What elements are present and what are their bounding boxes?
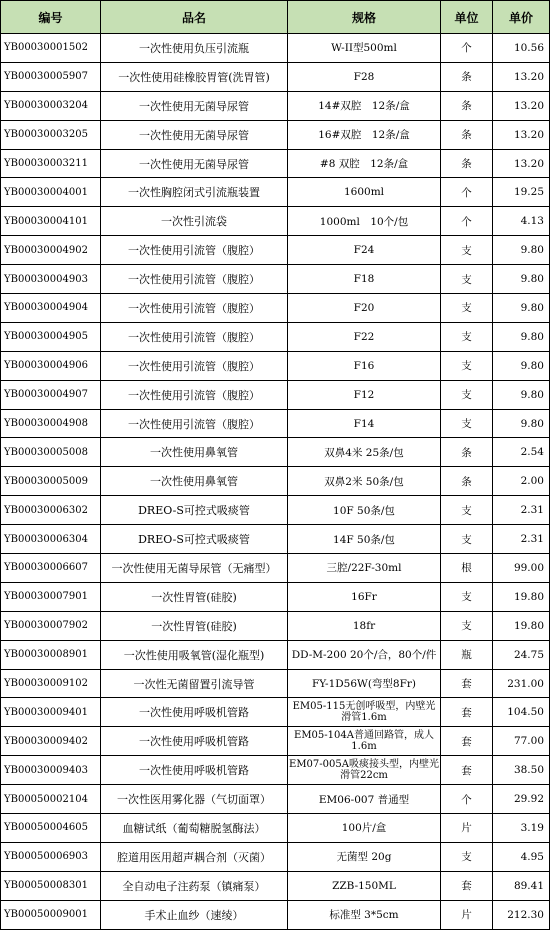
unit-cell: 条 (441, 91, 493, 120)
unit-cell: 支 (441, 525, 493, 554)
unit-cell: 支 (441, 409, 493, 438)
price-cell: 13.20 (493, 149, 550, 178)
name-cell: 一次性医用雾化器（气切面罩） (101, 785, 288, 814)
code-cell: YB00030004101 (1, 207, 101, 236)
unit-cell: 支 (441, 842, 493, 871)
table-row (1, 582, 550, 611)
spec-cell: 三腔/22F-30ml (288, 554, 441, 583)
table-row (1, 62, 550, 91)
table-row (1, 120, 550, 149)
name-cell: 一次性使用无菌导尿管 (101, 149, 288, 178)
name-cell: 手术止血纱（速绫） (101, 900, 288, 929)
header-spec: 规格 (288, 1, 441, 34)
price-cell: 212.30 (493, 900, 550, 929)
name-cell: 一次性使用负压引流瓶 (101, 34, 288, 63)
unit-cell: 个 (441, 34, 493, 63)
price-cell: 89.41 (493, 871, 550, 900)
spec-cell: EM06-007 普通型 (288, 785, 441, 814)
price-cell: 24.75 (493, 640, 550, 669)
name-cell: 一次性使用引流管（腹腔） (101, 351, 288, 380)
unit-cell: 支 (441, 380, 493, 409)
price-cell: 9.80 (493, 265, 550, 294)
header-price: 单价 (493, 1, 550, 34)
code-cell: YB00030009401 (1, 698, 101, 727)
name-cell: 一次性使用引流管（腹腔） (101, 322, 288, 351)
code-cell: YB00030004905 (1, 322, 101, 351)
table-row (1, 785, 550, 814)
header-row (1, 1, 550, 34)
spec-cell: 双鼻4米 25条/包 (288, 438, 441, 467)
code-cell: YB00030009403 (1, 756, 101, 785)
spec-cell: #8 双腔 12条/盒 (288, 149, 441, 178)
price-cell: 9.80 (493, 351, 550, 380)
price-cell: 38.50 (493, 756, 550, 785)
unit-cell: 支 (441, 265, 493, 294)
spec-cell: 1600ml (288, 178, 441, 207)
table-row (1, 554, 550, 583)
code-cell: YB00030004908 (1, 409, 101, 438)
name-cell: 一次性使用引流管（腹腔） (101, 294, 288, 323)
price-cell: 13.20 (493, 91, 550, 120)
name-cell: 一次性使用引流管（腹腔） (101, 236, 288, 265)
name-cell: 一次性引流袋 (101, 207, 288, 236)
code-cell: YB00030003211 (1, 149, 101, 178)
name-cell: 一次性使用呼吸机管路 (101, 756, 288, 785)
table-row (1, 640, 550, 669)
table-row (1, 409, 550, 438)
unit-cell: 条 (441, 438, 493, 467)
price-cell: 9.80 (493, 322, 550, 351)
code-cell: YB00050009001 (1, 900, 101, 929)
spec-cell: FY-1D56W(弯型8Fr) (288, 669, 441, 698)
table-row (1, 34, 550, 63)
name-cell: 一次性使用硅橡胶胃管(洗胃管) (101, 62, 288, 91)
name-cell: 一次性使用吸氧管(湿化瓶型) (101, 640, 288, 669)
header-code: 编号 (1, 1, 101, 34)
code-cell: YB00030004907 (1, 380, 101, 409)
price-cell: 77.00 (493, 727, 550, 756)
spec-cell: 14#双腔 12条/盒 (288, 91, 441, 120)
name-cell: 血糖试纸（葡萄糖脱氢酶法） (101, 814, 288, 843)
table-row (1, 496, 550, 525)
table-body (1, 34, 550, 930)
spec-cell: 16#双腔 12条/盒 (288, 120, 441, 149)
name-cell: 一次性使用引流管（腹腔） (101, 409, 288, 438)
name-cell: 一次性胸腔闭式引流瓶装置 (101, 178, 288, 207)
table-row (1, 149, 550, 178)
unit-cell: 个 (441, 785, 493, 814)
unit-cell: 支 (441, 322, 493, 351)
name-cell: 一次性使用无菌导尿管 (101, 91, 288, 120)
code-cell: YB00030009102 (1, 669, 101, 698)
table-row (1, 900, 550, 929)
unit-cell: 支 (441, 496, 493, 525)
code-cell: YB00030004902 (1, 236, 101, 265)
code-cell: YB00030006607 (1, 554, 101, 583)
code-cell: YB00030003205 (1, 120, 101, 149)
table-row (1, 351, 550, 380)
code-cell: YB00030004001 (1, 178, 101, 207)
name-cell: 一次性使用引流管（腹腔） (101, 380, 288, 409)
spec-cell: F12 (288, 380, 441, 409)
table-row (1, 178, 550, 207)
spec-cell: DD-M-200 20个/合，80个/件 (288, 640, 441, 669)
name-cell: 一次性使用引流管（腹腔） (101, 265, 288, 294)
table-row (1, 669, 550, 698)
name-cell: 一次性使用无菌导尿管（无痛型） (101, 554, 288, 583)
code-cell: YB00030005907 (1, 62, 101, 91)
price-cell: 3.19 (493, 814, 550, 843)
spec-cell: 18fr (288, 611, 441, 640)
price-cell: 19.80 (493, 582, 550, 611)
header-unit: 单位 (441, 1, 493, 34)
table-row (1, 294, 550, 323)
unit-cell: 片 (441, 814, 493, 843)
spec-cell: F16 (288, 351, 441, 380)
spec-cell: 双鼻2米 50条/包 (288, 467, 441, 496)
spec-cell: 16Fr (288, 582, 441, 611)
price-cell: 19.80 (493, 611, 550, 640)
price-cell: 13.20 (493, 62, 550, 91)
table-row (1, 698, 550, 727)
table-row (1, 467, 550, 496)
price-cell: 4.13 (493, 207, 550, 236)
unit-cell: 个 (441, 178, 493, 207)
spec-cell: 1000ml 10个/包 (288, 207, 441, 236)
price-cell: 9.80 (493, 409, 550, 438)
price-cell: 4.95 (493, 842, 550, 871)
unit-cell: 支 (441, 236, 493, 265)
unit-cell: 条 (441, 120, 493, 149)
table-row (1, 322, 550, 351)
unit-cell: 支 (441, 582, 493, 611)
unit-cell: 条 (441, 149, 493, 178)
code-cell: YB00030001502 (1, 34, 101, 63)
unit-cell: 条 (441, 467, 493, 496)
table-row (1, 207, 550, 236)
name-cell: 一次性无菌留置引流导管 (101, 669, 288, 698)
spec-cell: F14 (288, 409, 441, 438)
code-cell: YB00030005008 (1, 438, 101, 467)
price-cell: 2.54 (493, 438, 550, 467)
code-cell: YB00030006304 (1, 525, 101, 554)
spec-cell: 10F 50条/包 (288, 496, 441, 525)
code-cell: YB00050008301 (1, 871, 101, 900)
price-cell: 10.56 (493, 34, 550, 63)
price-cell: 9.80 (493, 236, 550, 265)
table-row (1, 842, 550, 871)
code-cell: YB00030009402 (1, 727, 101, 756)
unit-cell: 套 (441, 756, 493, 785)
table-row (1, 265, 550, 294)
unit-cell: 套 (441, 669, 493, 698)
code-cell: YB00050006903 (1, 842, 101, 871)
table-row (1, 611, 550, 640)
unit-cell: 支 (441, 351, 493, 380)
spec-cell: EM05-104A普通回路管，成人1.6m (288, 727, 441, 756)
table-row (1, 236, 550, 265)
code-cell: YB00030006302 (1, 496, 101, 525)
price-cell: 9.80 (493, 294, 550, 323)
price-cell: 231.00 (493, 669, 550, 698)
table-row (1, 380, 550, 409)
price-cell: 104.50 (493, 698, 550, 727)
unit-cell: 支 (441, 611, 493, 640)
table-row (1, 91, 550, 120)
table-row (1, 756, 550, 785)
code-cell: YB00050002104 (1, 785, 101, 814)
price-cell: 13.20 (493, 120, 550, 149)
table-row (1, 525, 550, 554)
name-cell: 一次性使用鼻氧管 (101, 467, 288, 496)
spec-cell: 标准型 3*5cm (288, 900, 441, 929)
price-cell: 99.00 (493, 554, 550, 583)
price-cell: 2.31 (493, 525, 550, 554)
price-cell: 29.92 (493, 785, 550, 814)
unit-cell: 瓶 (441, 640, 493, 669)
price-cell: 9.80 (493, 380, 550, 409)
code-cell: YB00050004605 (1, 814, 101, 843)
code-cell: YB00030005009 (1, 467, 101, 496)
name-cell: 一次性使用呼吸机管路 (101, 698, 288, 727)
unit-cell: 套 (441, 727, 493, 756)
unit-cell: 套 (441, 698, 493, 727)
price-cell: 19.25 (493, 178, 550, 207)
unit-cell: 套 (441, 871, 493, 900)
table-row (1, 438, 550, 467)
code-cell: YB00030004903 (1, 265, 101, 294)
spec-cell: 100片/盒 (288, 814, 441, 843)
price-cell: 2.31 (493, 496, 550, 525)
name-cell: 一次性胃管(硅胶) (101, 611, 288, 640)
unit-cell: 片 (441, 900, 493, 929)
name-cell: DREO-S可控式吸痰管 (101, 525, 288, 554)
name-cell: 一次性使用无菌导尿管 (101, 120, 288, 149)
code-cell: YB00030007902 (1, 611, 101, 640)
spec-cell: W-II型500ml (288, 34, 441, 63)
code-cell: YB00030007901 (1, 582, 101, 611)
price-cell: 2.00 (493, 467, 550, 496)
spec-cell: EM07-005A吸痰接头型，内壁光滑管22cm (288, 756, 441, 785)
name-cell: 腔道用医用超声耦合剂（灭菌） (101, 842, 288, 871)
spec-cell: F20 (288, 294, 441, 323)
unit-cell: 个 (441, 207, 493, 236)
unit-cell: 根 (441, 554, 493, 583)
code-cell: YB00030008901 (1, 640, 101, 669)
table-row (1, 871, 550, 900)
spec-cell: F28 (288, 62, 441, 91)
unit-cell: 支 (441, 294, 493, 323)
table-row (1, 727, 550, 756)
name-cell: DREO-S可控式吸痰管 (101, 496, 288, 525)
code-cell: YB00030003204 (1, 91, 101, 120)
name-cell: 一次性使用呼吸机管路 (101, 727, 288, 756)
code-cell: YB00030004904 (1, 294, 101, 323)
header-name: 品名 (101, 1, 288, 34)
spec-cell: EM05-115无创呼吸型，内壁光滑管1.6m (288, 698, 441, 727)
spec-cell: 无菌型 20g (288, 842, 441, 871)
table-header (1, 1, 550, 34)
name-cell: 全自动电子注药泵（镇痛泵） (101, 871, 288, 900)
code-cell: YB00030004906 (1, 351, 101, 380)
name-cell: 一次性使用鼻氧管 (101, 438, 288, 467)
unit-cell: 条 (441, 62, 493, 91)
table-row (1, 814, 550, 843)
spec-cell: F18 (288, 265, 441, 294)
spec-cell: 14F 50条/包 (288, 525, 441, 554)
spec-cell: F22 (288, 322, 441, 351)
spec-cell: ZZB-150ML (288, 871, 441, 900)
spec-cell: F24 (288, 236, 441, 265)
name-cell: 一次性胃管(硅胶) (101, 582, 288, 611)
